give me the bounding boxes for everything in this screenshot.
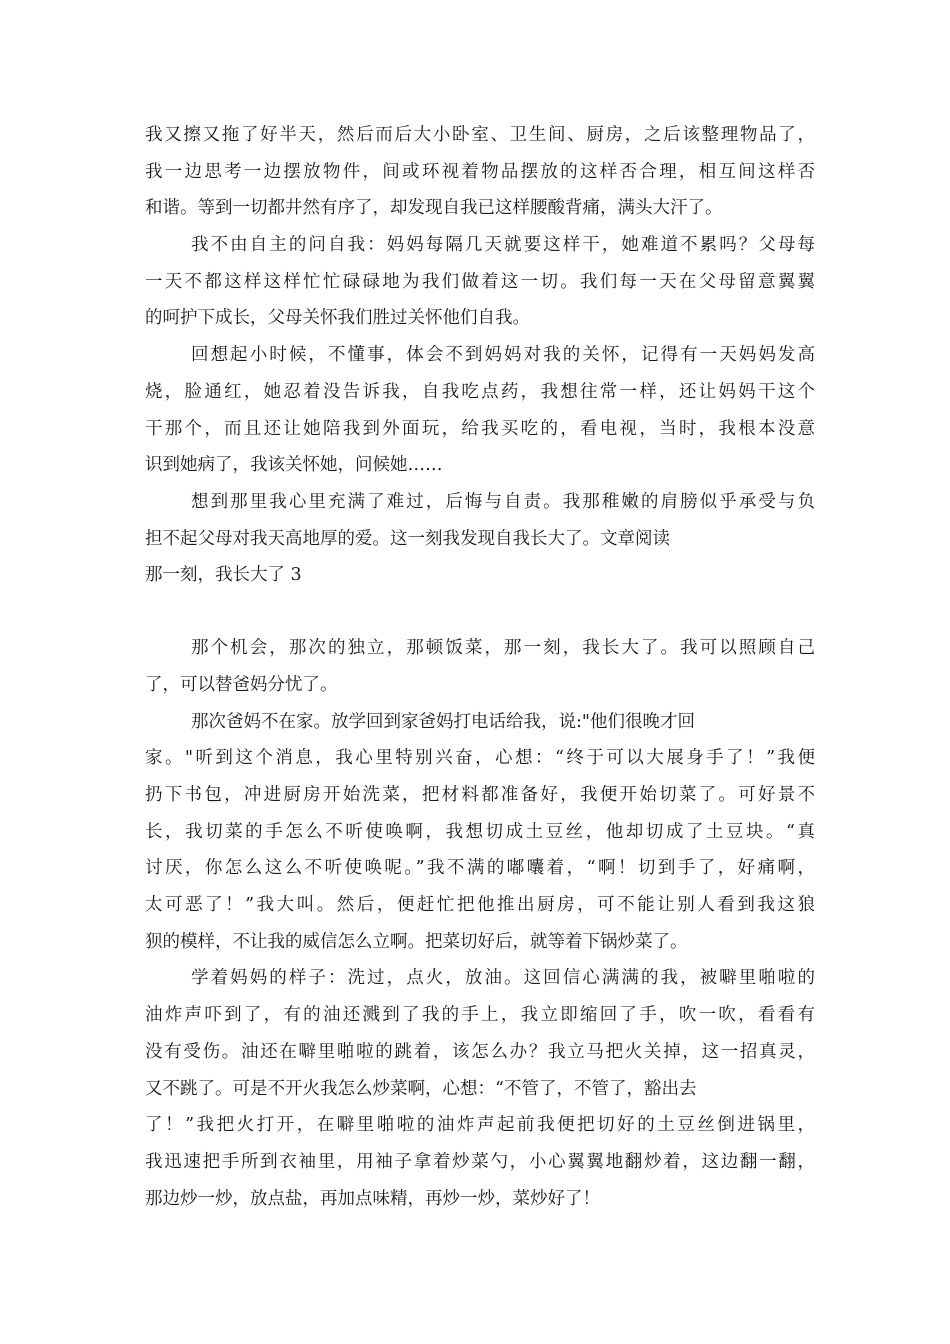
text-line: 狈的模样，不让我的威信怎么立啊。把菜切好后，就等着下锅炒菜了。 xyxy=(145,931,688,952)
text-line: 我不由自主的问自我：妈妈每隔几天就要这样干，她难道不累吗？父母每 xyxy=(191,235,815,256)
text-line: 担不起父母对我天高地厚的爱。这一刻我发现自我长大了。文章阅读 xyxy=(145,528,670,549)
text-line: 没有受伤。油还在噼里啪啦的跳着，该怎么办？我立马把火关掉，这一招真灵， xyxy=(145,1041,815,1062)
text-line: 那个机会，那次的独立，那顿饭菜，那一刻，我长大了。我可以照顾自己 xyxy=(191,638,815,659)
text-line: 烧，脸通红，她忍着没告诉我，自我吃点药，我想往常一样，还让妈妈干这个 xyxy=(145,381,815,402)
text-line: 我迅速把手所到衣袖里，用袖子拿着炒菜勺，小心翼翼地翻炒着，这边翻一翻， xyxy=(145,1151,815,1172)
text-line: 干那个，而且还让她陪我到外面玩，给我买吃的，看电视，当时，我根本没意 xyxy=(145,418,815,439)
text-line: 一天不都这样这样忙忙碌碌地为我们做着这一切。我们每一天在父母留意翼翼 xyxy=(145,271,815,292)
document-body xyxy=(145,117,815,1217)
text-line: 讨厌，你怎么这么不听使唤呢。”我不满的嘟囔着，“啊！切到手了，好痛啊， xyxy=(145,858,815,879)
text-line: 学着妈妈的样子：洗过，点火，放油。这回信心满满的我，被噼里啪啦的 xyxy=(191,968,815,989)
text-line: 太可恶了！”我大叫。然后，便赶忙把他推出厨房，可不能让别人看到我这狼 xyxy=(145,895,815,916)
text-line: 那次爸妈不在家。放学回到家爸妈打电话给我，说:"他们很晚才回 xyxy=(191,711,695,732)
text-line: 那边炒一炒，放点盐，再加点味精，再炒一炒，菜炒好了！ xyxy=(145,1188,600,1209)
text-line: 识到她病了，我该关怀她，问候她…… xyxy=(145,455,443,476)
text-line: 油炸声吓到了，有的油还溅到了我的手上，我立即缩回了手，吹一吹，看看有 xyxy=(145,1005,815,1026)
text-line: 长，我切菜的手怎么不听使唤啊，我想切成土豆丝，他却切成了土豆块。“真 xyxy=(145,821,815,842)
text-line: 又不跳了。可是不开火我怎么炒菜啊，心想：“不管了，不管了，豁出去 xyxy=(145,1078,697,1099)
text-line: 和谐。等到一切都井然有序了，却发现自我已这样腰酸背痛，满头大汗了。 xyxy=(145,198,723,219)
text-line: 回想起小时候，不懂事，体会不到妈妈对我的关怀，记得有一天妈妈发高 xyxy=(191,345,815,366)
text-line: 扔下书包，冲进厨房开始洗菜，把材料都准备好，我便开始切菜了。可好景不 xyxy=(145,785,815,805)
text-line: 了！”我把火打开，在噼里啪啦的油炸声起前我便把切好的土豆丝倒进锅里， xyxy=(145,1115,815,1136)
text-line: 想到那里我心里充满了难过，后悔与自责。我那稚嫩的肩膀似乎承受与负 xyxy=(191,491,815,512)
text-line: 家。"听到这个消息，我心里特别兴奋，心想：“终于可以大展身手了！”我便 xyxy=(145,748,815,769)
section-heading: 那一刻，我长大了 3 xyxy=(145,565,302,586)
text-line: 的呵护下成长，父母关怀我们胜过关怀他们自我。 xyxy=(145,308,530,329)
text-line: 我又擦又拖了好半天，然后而后大小卧室、卫生间、厨房，之后该整理物品了， xyxy=(145,125,815,145)
text-line: 了，可以替爸妈分忧了。 xyxy=(145,674,338,695)
text-line: 我一边思考一边摆放物件，间或环视着物品摆放的这样否合理，相互间这样否 xyxy=(145,161,815,182)
